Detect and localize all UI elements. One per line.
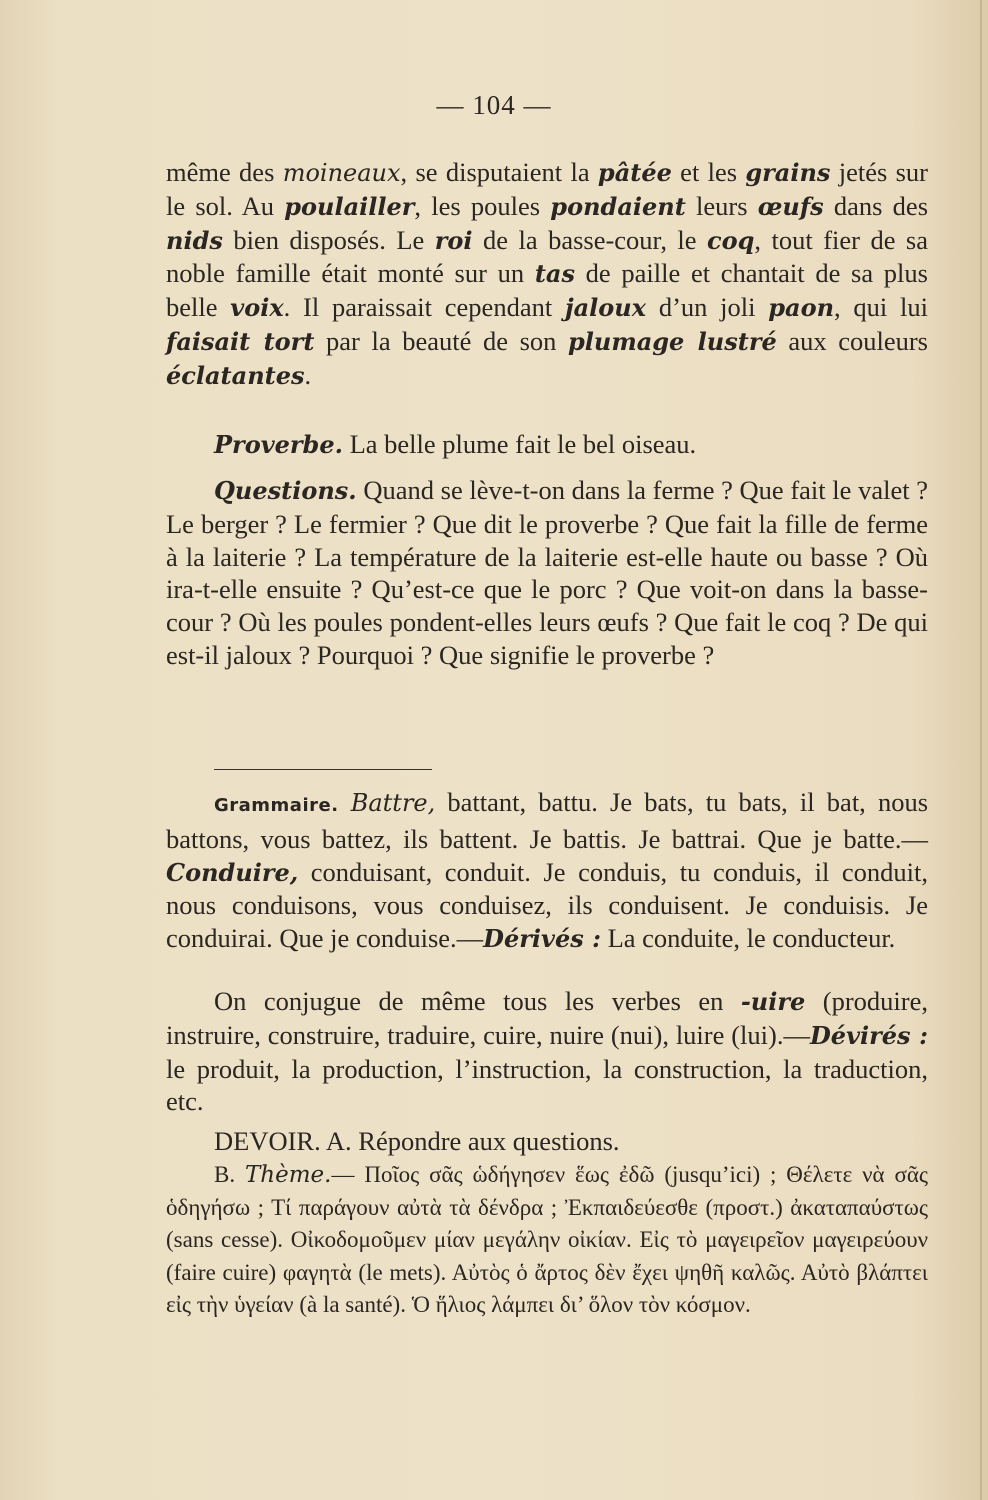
conjugation-note: On conjugue de même tous les verbes en -uire (produire, instruire, construire, traduire, cuire, nuire (nui), luire (lui).—Dévirés : le produit, la production, l’instruction, la construction, la traduction, etc. [166, 986, 928, 1117]
vocab-word: tas [534, 259, 575, 289]
vocab-word: poulailler [284, 191, 415, 221]
vocab-word: œufs [757, 191, 824, 221]
derives-label: Dérivés : [483, 924, 601, 954]
page-number: — 104 — [436, 90, 552, 120]
vocab-word: faisait tort [166, 326, 315, 356]
vocab-word: coq [707, 225, 755, 255]
proverb-text: La belle plume fait le bel oiseau. [342, 429, 697, 459]
theme-section: B. Thème.— Ποῖος σᾶς ὡδήγησεν ἕως ἐδῶ (jusqu’ici) ; Θέλετε νὰ σᾶς ὁδηγήσω ; Τί παράγουν αὐτὰ τὰ δένδρα ; Ἐκπαιδεύεσθε (προστ.) ἀκαταπαύστως (sans cesse). Οἰκοδομοῦμεν μίαν μεγάλην οἰκίαν. Εἰς τὸ μαγειρεῖον μαγειρεύουν (faire cuire) φαγητὰ (le mets). Αὐτὸς ὁ ἄρτος δὲν ἔχει ψηθῆ καλῶς. Αὐτὸ βλάπτει εἰς τὴν ὑγείαν (à la santé). Ὁ ἥλιος λάμπει δι’ ὅλον τὸν κόσμον. [166, 1162, 928, 1317]
questions-section [166, 474, 928, 672]
vocab-word: roi [434, 225, 473, 255]
vocab-word: pondaient [550, 191, 686, 221]
vocab-word: éclatantes [166, 360, 305, 390]
vocab-word: grains [745, 158, 831, 187]
section-divider [214, 769, 432, 770]
vocab-word: paon [768, 293, 835, 323]
proverb-section [166, 428, 928, 462]
vocab-word: nids [166, 225, 223, 255]
grammar-section: Grammaire. Battre, battant, battu. Je bats, tu bats, il bat, nous battons, vous battez, ils battent. Je battis. Je battrai. Que je batte.—Conduire, conduisant, conduit. Je conduis, tu conduis, il conduit, nous conduisons, vous conduisez, ils conduisent. Je conduisis. Je conduirai. Que je conduise.—Dérivés : La conduite, le conducteur. [166, 787, 929, 954]
verb-battre: Battre, [350, 789, 436, 817]
vocab-word: jaloux [564, 293, 647, 323]
questions-text: Quand se lève-t-on dans la ferme ? Que fait le valet ? Le berger ? Le fermier ? Que dit le proverbe ? Que fait la fille de ferme à la laiterie ? La température de la laiterie est-elle haute ou basse ? Où ira-t-elle ensuite ? Qu’est-ce que le porc ? Que voit-on dans la basse-cour ? Où les poules pondent-elles leurs œufs ? Que fait le coq ? De qui est-il jaloux ? Pourquoi ? Que signifie le proverbe ? [166, 475, 928, 670]
grammar-label: Grammaire. [214, 795, 339, 816]
page-edge [980, 0, 982, 1500]
proverb-label: Proverbe. [214, 430, 343, 459]
devoir-section: DEVOIR. A. Répondre aux questions. [214, 1126, 620, 1156]
questions-label: Questions. [214, 476, 357, 505]
verb-conduire: Conduire, [166, 857, 299, 887]
vocab-word: voix [230, 293, 284, 323]
derives-label-2: Dévirés : [809, 1020, 928, 1050]
vocab-word: moineaux [282, 159, 401, 187]
theme-label: Thème. [244, 1162, 332, 1188]
story-paragraph: même des moineaux, se disputaient la pâtée et les grains jetés sur le sol. Au poulailler, les poules pondaient leurs œufs dans des nids bien disposés. Le roi de la basse-cour, le coq, tout fier de sa noble famille était monté sur un tas de paille et chantait de sa plus belle voix. Il paraissait cependant jaloux d’un joli paon, qui lui faisait tort par la beauté de son plumage lustré aux couleurs éclatantes. [166, 157, 929, 390]
vocab-word: pâtée [597, 158, 672, 187]
vocab-word: plumage lustré [567, 326, 777, 356]
theme-text: — Ποῖος σᾶς ὡδήγησεν ἕως ἐδῶ (jusqu’ici) ; Θέλετε νὰ σᾶς ὁδηγήσω ; Τί παράγουν αὐτὰ τὰ δένδρα ; Ἐκπαιδεύεσθε (προστ.) ἀκαταπαύστως (sans cesse). Οἰκοδομοῦμεν μίαν μεγάλην οἰκίαν. Εἰς τὸ μαγειρεῖον μαγειρεύουν (faire cuire) φαγητὰ (le mets). Αὐτὸς ὁ ἄρτος δὲν ἔχει ψηθῆ καλῶς. Αὐτὸ βλάπτει εἰς τὴν ὑγείαν (à la santé). Ὁ ἥλιος λάμπει δι’ ὅλον τὸν κόσμον. [166, 1162, 928, 1317]
suffix-uire: -uire [740, 987, 806, 1016]
